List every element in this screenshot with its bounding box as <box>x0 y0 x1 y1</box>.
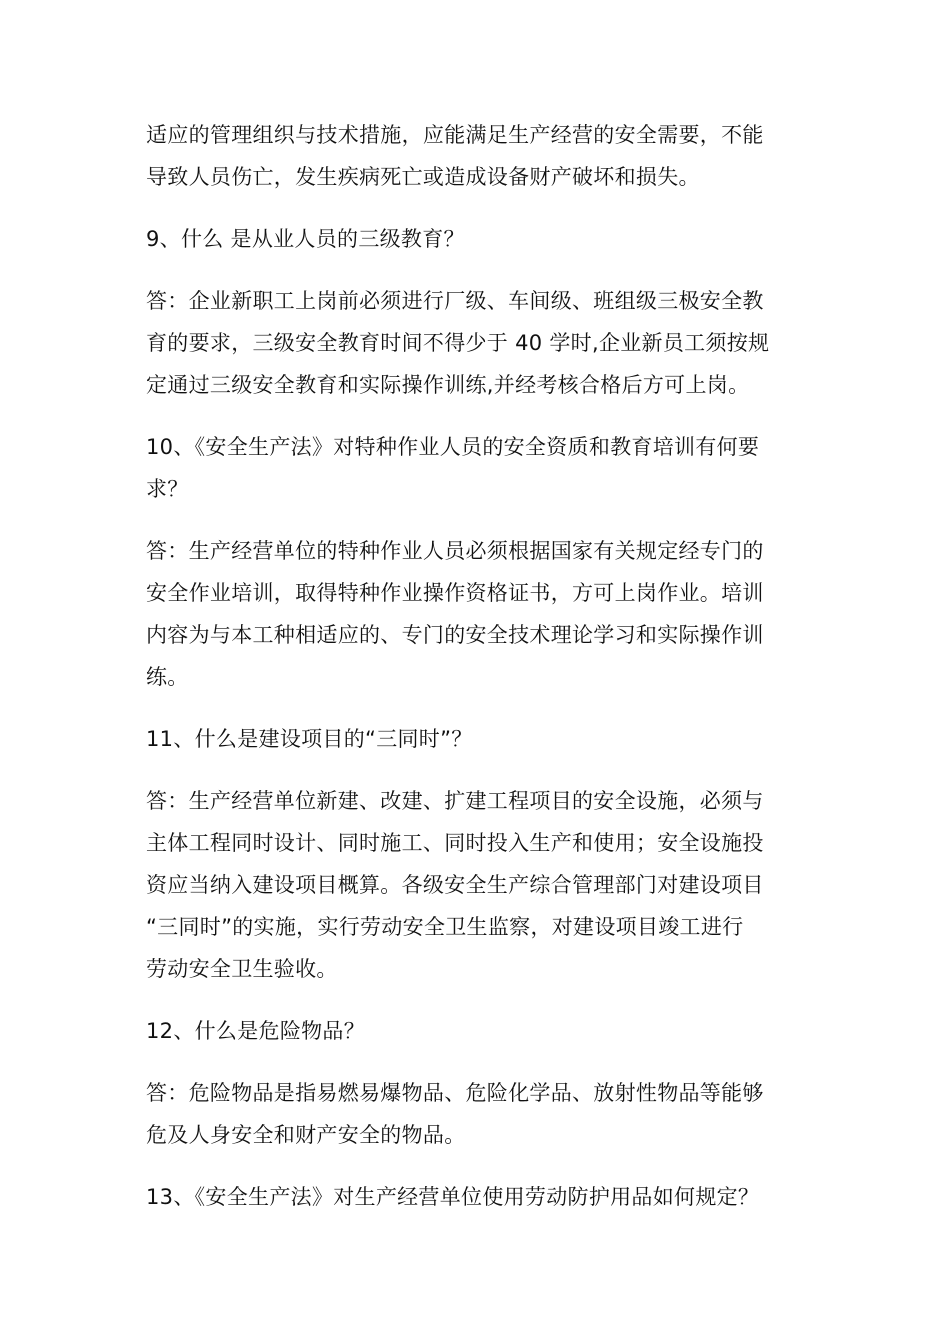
text-line: 劳动安全卫生验收。 <box>146 957 338 981</box>
text-line: 答：生产经营单位新建、改建、扩建工程项目的安全设施，必须与 <box>146 789 764 813</box>
text-line: 内容为与本工种相适应的、专门的安全技术理论学习和实际操作训 <box>146 623 764 647</box>
answer-10 <box>146 530 796 698</box>
question-11 <box>146 718 796 760</box>
text-line: 定通过三级安全教育和实际操作训练,并经考核合格后方可上岗。 <box>146 373 750 397</box>
text-line: 求？ <box>146 477 189 501</box>
question-12 <box>146 1010 796 1052</box>
text-line: 答：企业新职工上岗前必须进行厂级、车间级、班组级三极安全教 <box>146 289 764 313</box>
text-line: 11、什么是建设项目的“三同时”？ <box>146 727 473 751</box>
text-line: 9、什么 是从业人员的三级教育？ <box>146 227 465 251</box>
text-line: 主体工程同时设计、同时施工、同时投入生产和使用；安全设施投 <box>146 831 764 855</box>
answer-continuation-paragraph <box>146 114 796 198</box>
text-line: 10、《安全生产法》对特种作业人员的安全资质和教育培训有何要 <box>146 435 760 459</box>
answer-9 <box>146 280 796 406</box>
text-line: 答：危险物品是指易燃易爆物品、危险化学品、放射性物品等能够 <box>146 1081 764 1105</box>
text-line: 安全作业培训，取得特种作业操作资格证书，方可上岗作业。培训 <box>146 581 764 605</box>
text-line: 答：生产经营单位的特种作业人员必须根据国家有关规定经专门的 <box>146 539 764 563</box>
answer-12 <box>146 1072 796 1156</box>
text-line: 导致人员伤亡，发生疾病死亡或造成设备财产破坏和损失。 <box>146 165 700 189</box>
text-line: 练。 <box>146 665 189 689</box>
answer-11 <box>146 780 796 990</box>
text-line: 育的要求，三级安全教育时间不得少于 40 学时,企业新员工须按规 <box>146 331 770 355</box>
text-line: 12、什么是危险物品？ <box>146 1019 366 1043</box>
question-9 <box>146 218 796 260</box>
text-line: “三同时”的实施，实行劳动安全卫生监察，对建设项目竣工进行 <box>146 915 744 939</box>
text-line: 资应当纳入建设项目概算。各级安全生产综合管理部门对建设项目 <box>146 873 764 897</box>
text-line: 危及人身安全和财产安全的物品。 <box>146 1123 466 1147</box>
question-13 <box>146 1176 796 1218</box>
text-line: 13、《安全生产法》对生产经营单位使用劳动防护用品如何规定？ <box>146 1185 760 1209</box>
document-body <box>146 114 796 1238</box>
text-line: 适应的管理组织与技术措施，应能满足生产经营的安全需要，不能 <box>146 123 764 147</box>
question-10 <box>146 426 796 510</box>
